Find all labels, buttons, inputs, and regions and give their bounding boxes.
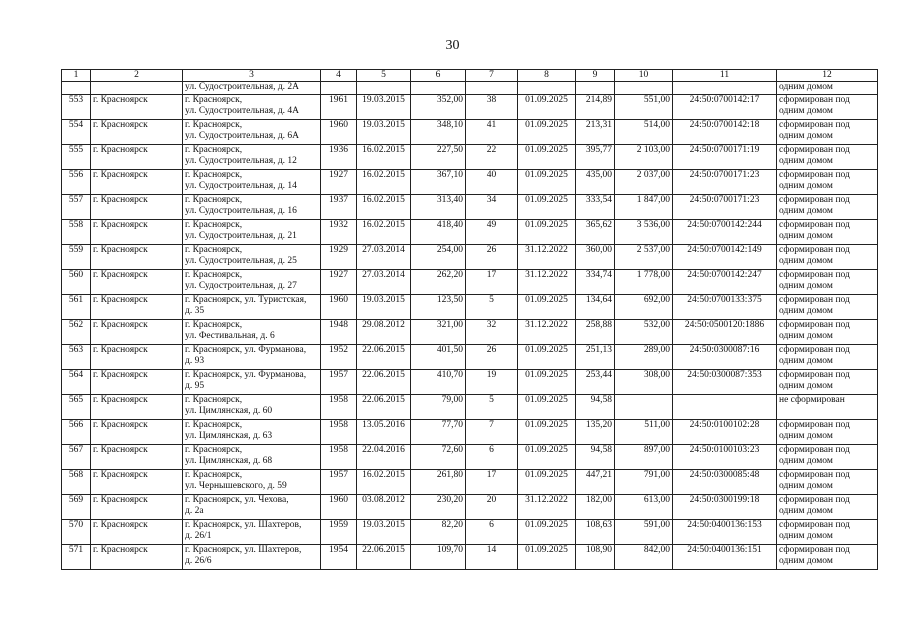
year-built-cell: 1936	[321, 145, 357, 170]
address-cell: г. Красноярск, ул. Чернышевского, д. 59	[183, 470, 321, 495]
residents-cell: 7	[466, 420, 518, 445]
resettlement-deadline-cell: 01.09.2025	[518, 445, 576, 470]
continuation-address: ул. Судостроительная, д. 2А	[183, 82, 321, 95]
land-status-cell: сформирован под одним домом	[777, 345, 878, 370]
residents-cell: 19	[466, 370, 518, 395]
year-built-cell: 1960	[321, 120, 357, 145]
city-cell: г. Красноярск	[91, 445, 183, 470]
col-header: 11	[673, 70, 777, 82]
row-number-cell: 568	[62, 470, 91, 495]
table-row	[62, 270, 878, 295]
residents-cell: 17	[466, 270, 518, 295]
continuation-status: одним домом	[777, 82, 878, 95]
resettlement-deadline-cell: 01.09.2025	[518, 420, 576, 445]
year-built-cell: 1927	[321, 170, 357, 195]
land-area-cell: 3 536,00	[615, 220, 673, 245]
city-cell: г. Красноярск	[91, 295, 183, 320]
continuation-row	[62, 82, 878, 95]
table-row	[62, 345, 878, 370]
row-number-cell: 567	[62, 445, 91, 470]
cadastral-number-cell: 24:50:0100103:23	[673, 445, 777, 470]
cadastral-number-cell: 24:50:0700142:18	[673, 120, 777, 145]
land-area-cell: 308,00	[615, 370, 673, 395]
city-cell: г. Красноярск	[91, 420, 183, 445]
cost-cell: 108,90	[576, 545, 615, 570]
residents-cell: 49	[466, 220, 518, 245]
residents-cell: 41	[466, 120, 518, 145]
resettlement-deadline-cell: 01.09.2025	[518, 545, 576, 570]
recognition-date-cell: 19.03.2015	[357, 120, 411, 145]
table-row	[62, 120, 878, 145]
row-number-cell: 569	[62, 495, 91, 520]
city-cell: г. Красноярск	[91, 220, 183, 245]
row-number-cell: 558	[62, 220, 91, 245]
cost-cell: 253,44	[576, 370, 615, 395]
resettlement-deadline-cell: 01.09.2025	[518, 345, 576, 370]
area-cell: 348,10	[411, 120, 466, 145]
city-cell: г. Красноярск	[91, 195, 183, 220]
cost-cell: 94,58	[576, 395, 615, 420]
cost-cell: 251,13	[576, 345, 615, 370]
cadastral-number-cell: 24:50:0700142:247	[673, 270, 777, 295]
cadastral-number-cell: 24:50:0300087:16	[673, 345, 777, 370]
city-cell: г. Красноярск	[91, 545, 183, 570]
cadastral-number-cell	[673, 395, 777, 420]
residents-cell: 26	[466, 245, 518, 270]
land-status-cell: сформирован под одним домом	[777, 270, 878, 295]
col-header: 5	[357, 70, 411, 82]
table-row	[62, 245, 878, 270]
land-area-cell: 1 847,00	[615, 195, 673, 220]
land-status-cell: сформирован под одним домом	[777, 95, 878, 120]
resettlement-deadline-cell: 01.09.2025	[518, 120, 576, 145]
cadastral-number-cell: 24:50:0700142:244	[673, 220, 777, 245]
recognition-date-cell: 03.08.2012	[357, 495, 411, 520]
cadastral-number-cell: 24:50:0500120:1886	[673, 320, 777, 345]
land-status-cell: сформирован под одним домом	[777, 170, 878, 195]
table-row	[62, 95, 878, 120]
address-cell: г. Красноярск, ул. Чехова, д. 2а	[183, 495, 321, 520]
col-header: 7	[466, 70, 518, 82]
cadastral-number-cell: 24:50:0700142:149	[673, 245, 777, 270]
cadastral-number-cell: 24:50:0300087:353	[673, 370, 777, 395]
land-area-cell	[615, 395, 673, 420]
cadastral-number-cell: 24:50:0300199:18	[673, 495, 777, 520]
row-number-cell: 553	[62, 95, 91, 120]
cost-cell: 395,77	[576, 145, 615, 170]
land-status-cell: сформирован под одним домом	[777, 295, 878, 320]
cost-cell: 447,21	[576, 470, 615, 495]
recognition-date-cell: 16.02.2015	[357, 145, 411, 170]
land-status-cell: сформирован под одним домом	[777, 445, 878, 470]
land-area-cell: 532,00	[615, 320, 673, 345]
col-header: 8	[518, 70, 576, 82]
city-cell: г. Красноярск	[91, 320, 183, 345]
recognition-date-cell: 22.04.2016	[357, 445, 411, 470]
residents-cell: 40	[466, 170, 518, 195]
page-number: 30	[445, 38, 460, 53]
city-cell: г. Красноярск	[91, 370, 183, 395]
area-cell: 410,70	[411, 370, 466, 395]
address-cell: г. Красноярск, ул. Фестивальная, д. 6	[183, 320, 321, 345]
cadastral-number-cell: 24:50:0400136:153	[673, 520, 777, 545]
land-area-cell: 2 103,00	[615, 145, 673, 170]
recognition-date-cell: 16.02.2015	[357, 170, 411, 195]
area-cell: 418,40	[411, 220, 466, 245]
resettlement-deadline-cell: 31.12.2022	[518, 270, 576, 295]
address-cell: г. Красноярск, ул. Судостроительная, д. 16	[183, 195, 321, 220]
table-row	[62, 495, 878, 520]
year-built-cell: 1954	[321, 545, 357, 570]
area-cell: 227,50	[411, 145, 466, 170]
land-area-cell: 511,00	[615, 420, 673, 445]
residents-cell: 32	[466, 320, 518, 345]
address-cell: г. Красноярск, ул. Фурманова, д. 93	[183, 345, 321, 370]
year-built-cell: 1948	[321, 320, 357, 345]
cost-cell: 108,63	[576, 520, 615, 545]
resettlement-deadline-cell: 01.09.2025	[518, 520, 576, 545]
cadastral-number-cell: 24:50:0100102:28	[673, 420, 777, 445]
land-status-cell: сформирован под одним домом	[777, 220, 878, 245]
land-status-cell: сформирован под одним домом	[777, 470, 878, 495]
year-built-cell: 1959	[321, 520, 357, 545]
area-cell: 367,10	[411, 170, 466, 195]
year-built-cell: 1929	[321, 245, 357, 270]
city-cell: г. Красноярск	[91, 120, 183, 145]
year-built-cell: 1957	[321, 370, 357, 395]
table-row	[62, 220, 878, 245]
housing-registry-table	[61, 69, 878, 570]
address-cell: г. Красноярск, ул. Судостроительная, д. 12	[183, 145, 321, 170]
address-cell: г. Красноярск, ул. Судостроительная, д. 25	[183, 245, 321, 270]
land-area-cell: 842,00	[615, 545, 673, 570]
recognition-date-cell: 22.06.2015	[357, 395, 411, 420]
recognition-date-cell: 16.02.2015	[357, 470, 411, 495]
year-built-cell: 1958	[321, 420, 357, 445]
header-row	[62, 70, 878, 82]
table-row	[62, 420, 878, 445]
row-number-cell: 566	[62, 420, 91, 445]
year-built-cell: 1961	[321, 95, 357, 120]
cadastral-number-cell: 24:50:0700133:375	[673, 295, 777, 320]
city-cell: г. Красноярск	[91, 245, 183, 270]
recognition-date-cell: 22.06.2015	[357, 370, 411, 395]
cost-cell: 365,62	[576, 220, 615, 245]
address-cell: г. Красноярск, ул. Судостроительная, д. 27	[183, 270, 321, 295]
address-cell: г. Красноярск, ул. Цимлянская, д. 63	[183, 420, 321, 445]
land-status-cell: не сформирован	[777, 395, 878, 420]
table-row	[62, 195, 878, 220]
city-cell: г. Красноярск	[91, 520, 183, 545]
recognition-date-cell: 27.03.2014	[357, 270, 411, 295]
row-number-cell: 557	[62, 195, 91, 220]
resettlement-deadline-cell: 01.09.2025	[518, 470, 576, 495]
land-status-cell: сформирован под одним домом	[777, 195, 878, 220]
land-area-cell: 2 037,00	[615, 170, 673, 195]
recognition-date-cell: 27.03.2014	[357, 245, 411, 270]
col-header: 4	[321, 70, 357, 82]
resettlement-deadline-cell: 01.09.2025	[518, 395, 576, 420]
recognition-date-cell: 19.03.2015	[357, 520, 411, 545]
row-number-cell: 555	[62, 145, 91, 170]
residents-cell: 17	[466, 470, 518, 495]
table-row	[62, 145, 878, 170]
land-area-cell: 692,00	[615, 295, 673, 320]
cost-cell: 360,00	[576, 245, 615, 270]
year-built-cell: 1952	[321, 345, 357, 370]
address-cell: г. Красноярск, ул. Фурманова, д. 95	[183, 370, 321, 395]
residents-cell: 14	[466, 545, 518, 570]
land-status-cell: сформирован под одним домом	[777, 320, 878, 345]
row-number-cell: 570	[62, 520, 91, 545]
table-row	[62, 320, 878, 345]
year-built-cell: 1958	[321, 395, 357, 420]
land-status-cell: сформирован под одним домом	[777, 520, 878, 545]
residents-cell: 34	[466, 195, 518, 220]
land-status-cell: сформирован под одним домом	[777, 495, 878, 520]
area-cell: 230,20	[411, 495, 466, 520]
area-cell: 401,50	[411, 345, 466, 370]
resettlement-deadline-cell: 01.09.2025	[518, 170, 576, 195]
table-row	[62, 545, 878, 570]
resettlement-deadline-cell: 01.09.2025	[518, 220, 576, 245]
land-area-cell: 289,00	[615, 345, 673, 370]
land-area-cell: 1 778,00	[615, 270, 673, 295]
resettlement-deadline-cell: 31.12.2022	[518, 320, 576, 345]
cost-cell: 258,88	[576, 320, 615, 345]
cadastral-number-cell: 24:50:0400136:151	[673, 545, 777, 570]
address-cell: г. Красноярск, ул. Судостроительная, д. 14	[183, 170, 321, 195]
cadastral-number-cell: 24:50:0700171:23	[673, 195, 777, 220]
residents-cell: 20	[466, 495, 518, 520]
col-header: 10	[615, 70, 673, 82]
year-built-cell: 1927	[321, 270, 357, 295]
area-cell: 109,70	[411, 545, 466, 570]
row-number-cell: 571	[62, 545, 91, 570]
area-cell: 79,00	[411, 395, 466, 420]
year-built-cell: 1960	[321, 295, 357, 320]
city-cell: г. Красноярск	[91, 395, 183, 420]
cost-cell: 94,58	[576, 445, 615, 470]
land-status-cell: сформирован под одним домом	[777, 545, 878, 570]
year-built-cell: 1960	[321, 495, 357, 520]
city-cell: г. Красноярск	[91, 170, 183, 195]
resettlement-deadline-cell: 01.09.2025	[518, 195, 576, 220]
area-cell: 313,40	[411, 195, 466, 220]
address-cell: г. Красноярск, ул. Цимлянская, д. 68	[183, 445, 321, 470]
row-number-cell: 564	[62, 370, 91, 395]
year-built-cell: 1937	[321, 195, 357, 220]
area-cell: 261,80	[411, 470, 466, 495]
city-cell: г. Красноярск	[91, 270, 183, 295]
cost-cell: 334,74	[576, 270, 615, 295]
land-status-cell: сформирован под одним домом	[777, 370, 878, 395]
cost-cell: 333,54	[576, 195, 615, 220]
land-status-cell: сформирован под одним домом	[777, 245, 878, 270]
area-cell: 77,70	[411, 420, 466, 445]
address-cell: г. Красноярск, ул. Судостроительная, д. 4А	[183, 95, 321, 120]
col-header: 12	[777, 70, 878, 82]
address-cell: г. Красноярск, ул. Туристская, д. 35	[183, 295, 321, 320]
cadastral-number-cell: 24:50:0700142:17	[673, 95, 777, 120]
resettlement-deadline-cell: 01.09.2025	[518, 95, 576, 120]
cadastral-number-cell: 24:50:0300085:48	[673, 470, 777, 495]
address-cell: г. Красноярск, ул. Судостроительная, д. 6А	[183, 120, 321, 145]
address-cell: г. Красноярск, ул. Судостроительная, д. 21	[183, 220, 321, 245]
recognition-date-cell: 16.02.2015	[357, 220, 411, 245]
resettlement-deadline-cell: 01.09.2025	[518, 145, 576, 170]
land-area-cell: 591,00	[615, 520, 673, 545]
cost-cell: 214,89	[576, 95, 615, 120]
row-number-cell: 565	[62, 395, 91, 420]
cadastral-number-cell: 24:50:0700171:23	[673, 170, 777, 195]
year-built-cell: 1932	[321, 220, 357, 245]
land-status-cell: сформирован под одним домом	[777, 120, 878, 145]
row-number-cell: 562	[62, 320, 91, 345]
address-cell: г. Красноярск, ул. Цимлянская, д. 60	[183, 395, 321, 420]
cost-cell: 135,20	[576, 420, 615, 445]
resettlement-deadline-cell: 01.09.2025	[518, 370, 576, 395]
cost-cell: 182,00	[576, 495, 615, 520]
area-cell: 254,00	[411, 245, 466, 270]
land-area-cell: 551,00	[615, 95, 673, 120]
recognition-date-cell: 22.06.2015	[357, 545, 411, 570]
residents-cell: 6	[466, 445, 518, 470]
table-row	[62, 395, 878, 420]
land-area-cell: 514,00	[615, 120, 673, 145]
city-cell: г. Красноярск	[91, 470, 183, 495]
land-area-cell: 2 537,00	[615, 245, 673, 270]
resettlement-deadline-cell: 31.12.2022	[518, 495, 576, 520]
residents-cell: 6	[466, 520, 518, 545]
recognition-date-cell: 22.06.2015	[357, 345, 411, 370]
land-area-cell: 613,00	[615, 495, 673, 520]
col-header: 6	[411, 70, 466, 82]
cost-cell: 213,31	[576, 120, 615, 145]
area-cell: 123,50	[411, 295, 466, 320]
area-cell: 262,20	[411, 270, 466, 295]
address-cell: г. Красноярск, ул. Шахтеров, д. 26/1	[183, 520, 321, 545]
area-cell: 352,00	[411, 95, 466, 120]
row-number-cell: 560	[62, 270, 91, 295]
row-number-cell: 561	[62, 295, 91, 320]
land-area-cell: 791,00	[615, 470, 673, 495]
residents-cell: 26	[466, 345, 518, 370]
table-row	[62, 445, 878, 470]
col-header: 2	[91, 70, 183, 82]
recognition-date-cell: 19.03.2015	[357, 295, 411, 320]
row-number-cell: 559	[62, 245, 91, 270]
table-row	[62, 295, 878, 320]
row-number-cell: 556	[62, 170, 91, 195]
table-row	[62, 520, 878, 545]
table-row	[62, 470, 878, 495]
col-header: 3	[183, 70, 321, 82]
cost-cell: 134,64	[576, 295, 615, 320]
table-row	[62, 370, 878, 395]
row-number-cell: 554	[62, 120, 91, 145]
land-status-cell: сформирован под одним домом	[777, 145, 878, 170]
residents-cell: 22	[466, 145, 518, 170]
residents-cell: 5	[466, 295, 518, 320]
city-cell: г. Красноярск	[91, 345, 183, 370]
resettlement-deadline-cell: 31.12.2022	[518, 245, 576, 270]
col-header: 9	[576, 70, 615, 82]
recognition-date-cell: 19.03.2015	[357, 95, 411, 120]
table-row	[62, 170, 878, 195]
address-cell: г. Красноярск, ул. Шахтеров, д. 26/6	[183, 545, 321, 570]
recognition-date-cell: 13.05.2016	[357, 420, 411, 445]
city-cell: г. Красноярск	[91, 495, 183, 520]
year-built-cell: 1957	[321, 470, 357, 495]
city-cell: г. Красноярск	[91, 145, 183, 170]
col-header: 1	[62, 70, 91, 82]
cadastral-number-cell: 24:50:0700171:19	[673, 145, 777, 170]
cost-cell: 435,00	[576, 170, 615, 195]
year-built-cell: 1958	[321, 445, 357, 470]
recognition-date-cell: 16.02.2015	[357, 195, 411, 220]
city-cell: г. Красноярск	[91, 95, 183, 120]
recognition-date-cell: 29.08.2012	[357, 320, 411, 345]
area-cell: 321,00	[411, 320, 466, 345]
resettlement-deadline-cell: 01.09.2025	[518, 295, 576, 320]
area-cell: 82,20	[411, 520, 466, 545]
area-cell: 72,60	[411, 445, 466, 470]
row-number-cell: 563	[62, 345, 91, 370]
land-area-cell: 897,00	[615, 445, 673, 470]
land-status-cell: сформирован под одним домом	[777, 420, 878, 445]
residents-cell: 38	[466, 95, 518, 120]
residents-cell: 5	[466, 395, 518, 420]
